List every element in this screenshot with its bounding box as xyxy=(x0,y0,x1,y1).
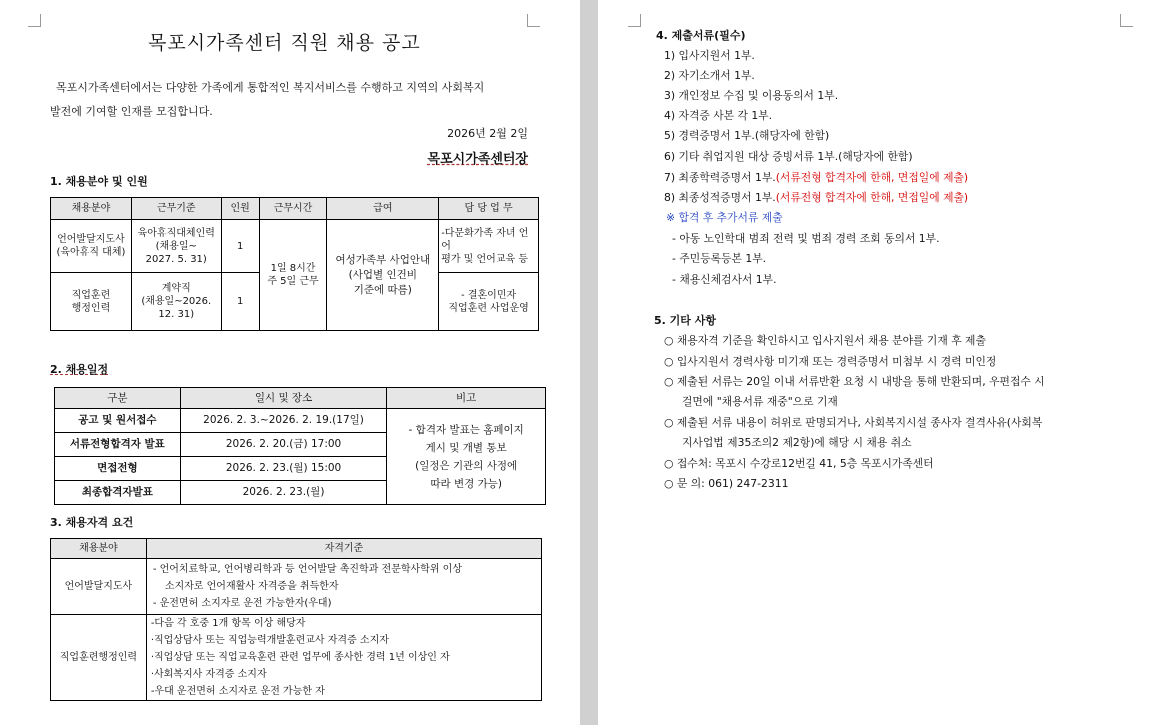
misc-item: ○ 제출된 서류 내용이 허위로 판명되거나, 사회복지시설 종사자 결격사유(사회복 xyxy=(664,416,1043,429)
intro-line-2: 발전에 기여할 인재를 모집합니다. xyxy=(50,105,213,118)
schedule-header-datetime: 일시 및 장소 xyxy=(180,388,387,409)
misc-item-continuation: 걸면에 "채용서류 재중"으로 기재 xyxy=(682,395,838,408)
row1-duties: -다문화가족 자녀 언어 평가 및 언어교육 등 xyxy=(439,220,539,273)
additional-docs-title: ※ 합격 후 추가서류 제출 xyxy=(666,211,783,224)
misc-item: ○ 채용자격 기준을 확인하시고 입사지원서 채용 분야를 기재 후 제출 xyxy=(664,334,986,347)
section-3-heading: 3. 채용자격 요건 xyxy=(50,516,134,529)
header-pay: 급여 xyxy=(327,198,439,220)
contact-address: ○ 접수처: 목포시 수강로12번길 41, 5층 목포시가족센터 xyxy=(664,457,934,470)
schedule-table xyxy=(54,387,546,505)
recruitment-table xyxy=(50,197,539,331)
document-page-2 xyxy=(598,0,1161,725)
required-doc-item: 3) 개인정보 수집 및 이용동의서 1부. xyxy=(664,89,839,102)
work-hours: 1일 8시간 주 5일 근무 xyxy=(259,220,327,331)
crop-mark xyxy=(28,14,41,27)
schedule-label: 면접전형 xyxy=(55,457,181,481)
misc-item: ○ 입사지원서 경력사항 미기재 또는 경력증명서 미첨부 시 경력 미인정 xyxy=(664,355,997,368)
crop-mark xyxy=(527,14,540,27)
header-duties: 담 당 업 무 xyxy=(439,198,539,220)
intro-line-1: 목포시가족센터에서는 다양한 가족에게 통합적인 복지서비스를 수행하고 지역의 사회복지 xyxy=(56,81,485,94)
crop-mark xyxy=(1120,14,1133,27)
announcement-date: 2026년 2월 2일 xyxy=(447,127,528,140)
required-doc-item: 7) 최종학력증명서 1부.(서류전형 합격자에 한해, 면접일에 제출) xyxy=(664,171,969,184)
header-field: 채용분야 xyxy=(51,198,132,220)
schedule-note: - 합격자 발표는 홈페이지 게시 및 개별 통보 (일정은 기관의 사정에 따라 변경 가능) xyxy=(387,409,546,505)
qual-header-field: 채용분야 xyxy=(51,539,147,559)
qual-row2-field: 직업훈련행정인력 xyxy=(51,615,147,701)
pay-info: 여성가족부 사업안내 (사업별 인건비 기준에 따름) xyxy=(327,220,439,331)
additional-doc-item: - 아동 노인학대 범죄 전력 및 범죄 경력 조회 동의서 1부. xyxy=(672,232,940,245)
row2-duties: - 결혼이민자 직업훈련 사업운영 xyxy=(439,273,539,331)
schedule-value: 2026. 2. 23.(월) xyxy=(180,481,387,505)
schedule-header-note: 비고 xyxy=(387,388,546,409)
header-count: 인원 xyxy=(221,198,259,220)
row2-field: 직업훈련 행정인력 xyxy=(51,273,132,331)
row1-field: 언어발달지도사 (육아휴직 대체) xyxy=(51,220,132,273)
document-page-1 xyxy=(0,0,580,725)
schedule-header-type: 구분 xyxy=(55,388,181,409)
misc-item: ○ 제출된 서류는 20일 이내 서류반환 요청 시 내방을 통해 반환되며, 우편접수 시 xyxy=(664,375,1045,388)
schedule-label: 서류전형합격자 발표 xyxy=(55,433,181,457)
required-doc-item: 2) 자기소개서 1부. xyxy=(664,69,755,82)
page-title: 목포시가족센터 직원 채용 공고 xyxy=(148,32,421,54)
additional-doc-item: - 채용신체검사서 1부. xyxy=(672,273,777,286)
crop-mark xyxy=(628,14,641,27)
header-hours: 근무시간 xyxy=(259,198,327,220)
required-doc-item: 4) 자격증 사본 각 1부. xyxy=(664,109,773,122)
required-doc-item: 1) 입사지원서 1부. xyxy=(664,49,755,62)
issuer-name: 목포시가족센터장 xyxy=(427,152,528,167)
section-5-heading: 5. 기타 사항 xyxy=(654,314,716,327)
row2-count: 1 xyxy=(221,273,259,331)
schedule-value: 2026. 2. 23.(월) 15:00 xyxy=(180,457,387,481)
qualification-table xyxy=(50,538,542,701)
header-basis: 근무기준 xyxy=(131,198,221,220)
required-doc-item: 8) 최종성적증명서 1부.(서류전형 합격자에 한해, 면접일에 제출) xyxy=(664,191,969,204)
misc-item-continuation: 지사업법 제35조의2 제2항)에 해당 시 채용 취소 xyxy=(682,436,912,449)
qual-row1-criteria: - 언어치료학교, 언어병리학과 등 언어발달 촉진학과 전문학사학위 이상 소지자로 언어재활사 자격증을 취득한자 - 운전면허 소지자로 운전 가능한자(우대) xyxy=(146,559,541,615)
qual-row2-criteria: -다음 각 호중 1개 항목 이상 해당자 ·직업상담사 또는 직업능력개발훈련교사 자격증 소지자 ·직업상담 또는 직업교육훈련 관련 업무에 종사한 경력 1년 이상인 자 ·사회복지사 자격증 소지자 -우대 운전면허 소지자로 운전 가능한 자 xyxy=(146,615,541,701)
schedule-value: 2026. 2. 3.~2026. 2. 19.(17일) xyxy=(180,409,387,433)
schedule-value: 2026. 2. 20.(금) 17:00 xyxy=(180,433,387,457)
section-1-heading: 1. 채용분야 및 인원 xyxy=(50,175,148,188)
schedule-label: 공고 및 원서접수 xyxy=(55,409,181,433)
qual-header-criteria: 자격기준 xyxy=(146,539,541,559)
row1-count: 1 xyxy=(221,220,259,273)
section-4-heading: 4. 제출서류(필수) xyxy=(656,29,746,42)
section-2-heading: 2. 채용일정 xyxy=(50,363,109,376)
row2-basis: 계약직 (채용일~2026. 12. 31) xyxy=(131,273,221,331)
page-gutter xyxy=(580,0,598,725)
qual-row1-field: 언어발달지도사 xyxy=(51,559,147,615)
additional-doc-item: - 주민등록등본 1부. xyxy=(672,252,767,265)
contact-phone: ○ 문 의: 061) 247-2311 xyxy=(664,477,789,490)
required-doc-item: 5) 경력증명서 1부.(해당자에 한함) xyxy=(664,129,830,142)
row1-basis: 육아휴직대체인력 (채용일~ 2027. 5. 31) xyxy=(131,220,221,273)
required-doc-item: 6) 기타 취업지원 대상 증빙서류 1부.(해당자에 한함) xyxy=(664,150,913,163)
schedule-label: 최종합격자발표 xyxy=(55,481,181,505)
